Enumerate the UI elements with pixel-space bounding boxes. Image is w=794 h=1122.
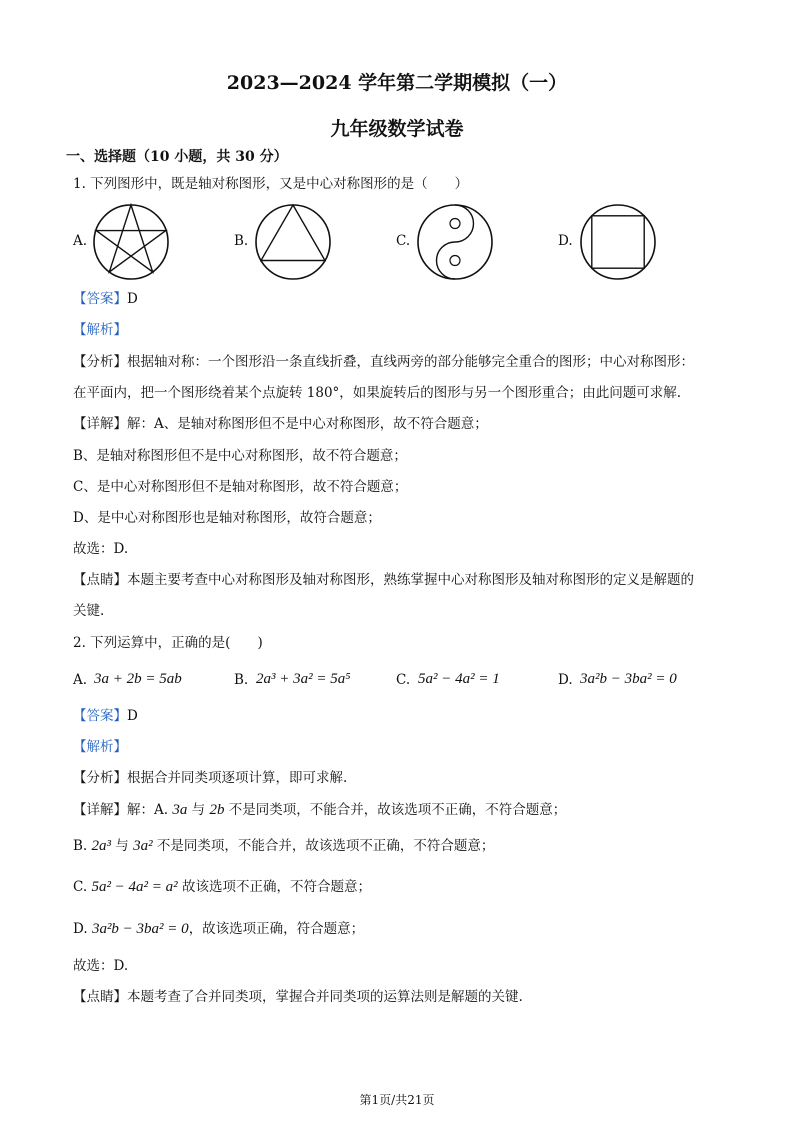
square-in-circle-icon	[579, 203, 657, 281]
q2-xiangjie-c	[73, 877, 371, 897]
triangle-in-circle-icon	[254, 203, 332, 281]
expr: 5a² − 4a² = a²	[91, 879, 178, 895]
q2-option-d-label: D.	[558, 672, 573, 688]
expr: 2a³	[91, 838, 112, 854]
q2-question: 2. 下列运算中，正确的是( )	[73, 635, 263, 651]
page-number: 第1页/共21页	[359, 1093, 435, 1107]
q1-dianjing-line2: 关键.	[73, 603, 105, 619]
c-prefix: C.	[73, 879, 92, 895]
explanation: 不是同类项，不能合并，故该选项不正确，不符合题意；	[224, 802, 567, 818]
fenxi-text: 根据合并同类项逐项计算，即可求解.	[127, 770, 348, 786]
expr: 3a²	[133, 838, 153, 854]
xiangjie-text: 解：A、是轴对称图形但不是中心对称图形，故不符合题意；	[127, 416, 488, 432]
q2-xiangjie-d	[73, 919, 364, 939]
expr: 3a	[172, 802, 188, 818]
explanation: ，故该选项正确，符合题意；	[188, 921, 365, 937]
answer-tag: 【答案】	[73, 291, 127, 307]
q1-dianjing-line1	[73, 570, 694, 590]
fenxi-tag: 【分析】	[73, 354, 127, 370]
expr: 3a²b − 3ba² = 0	[91, 921, 189, 937]
b-prefix: B.	[73, 838, 92, 854]
analysis-tag: 【解析】	[73, 739, 127, 755]
q1-choose: 故选：D.	[73, 541, 129, 557]
fenxi-tag: 【分析】	[73, 770, 127, 786]
d-prefix: D.	[73, 921, 92, 937]
q2-option-d-expr: 3a²b − 3ba² = 0	[580, 671, 677, 687]
dianjing-text: 本题主要考查中心对称图形及轴对称图形，熟练掌握中心对称图形及轴对称图形的定义是解题的	[127, 572, 694, 588]
exam-title: 2023—2024 学年第二学期模拟（一）	[226, 72, 568, 94]
q1-option-c-label: C.	[396, 233, 411, 249]
dianjing-tag: 【点睛】	[73, 572, 127, 588]
q2-fenxi	[73, 768, 347, 788]
dianjing-tag: 【点睛】	[73, 989, 127, 1005]
q1-line-d: D、是中心对称图形也是轴对称图形，故符合题意；	[73, 510, 381, 526]
q1-fenxi-line2: 在平面内，把一个图形绕着某个点旋转 180°，如果旋转后的图形与另一个图形重合；由此问题可求解.	[73, 385, 682, 401]
q1-answer	[73, 289, 138, 309]
q1-line-b: B、是轴对称图形但不是中心对称图形，故不符合题意；	[73, 448, 407, 464]
q2-dianjing	[73, 987, 523, 1007]
q2-option-a-label: A.	[73, 672, 88, 688]
q1-fenxi-line1	[73, 352, 694, 372]
answer-value: D	[127, 708, 138, 724]
xiangjie-tag: 【详解】	[73, 416, 127, 432]
connector: 与	[111, 838, 134, 854]
expr: 2b	[209, 802, 225, 818]
q2-choose: 故选：D.	[73, 958, 129, 974]
pentagram-in-circle-icon	[92, 203, 170, 281]
q2-answer	[73, 706, 138, 726]
q2-option-b-expr: 2a³ + 3a² = 5a⁵	[256, 671, 351, 687]
q1-line-c: C、是中心对称图形但不是轴对称图形，故不符合题意；	[73, 479, 408, 495]
q1-question: 1. 下列图形中，既是轴对称图形，又是中心对称图形的是（ ）	[73, 176, 469, 192]
q2-option-b-label: B.	[234, 672, 249, 688]
explanation: 故该选项不正确，不符合题意；	[177, 879, 371, 895]
q1-option-a-label: A.	[73, 233, 88, 249]
explanation: 不是同类项，不能合并，故该选项不正确，不符合题意；	[152, 838, 495, 854]
answer-value: D	[127, 291, 138, 307]
xiangjie-prefix: 解：A.	[127, 802, 173, 818]
yin-yang-icon	[416, 203, 494, 281]
answer-tag: 【答案】	[73, 708, 127, 724]
dianjing-text: 本题考查了合并同类项，掌握合并同类项的运算法则是解题的关键.	[127, 989, 523, 1005]
exam-subtitle: 九年级数学试卷	[330, 118, 464, 140]
q2-option-c-label: C.	[396, 672, 411, 688]
q1-xiangjie-line1	[73, 414, 488, 434]
xiangjie-tag: 【详解】	[73, 802, 127, 818]
q2-option-c-expr: 5a² − 4a² = 1	[418, 671, 500, 687]
q1-analysis-tag	[73, 320, 127, 340]
q1-option-d-label: D.	[558, 233, 573, 249]
fenxi-text: 根据轴对称：一个图形沿一条直线折叠，直线两旁的部分能够完全重合的图形；中心对称图形：	[127, 354, 694, 370]
connector: 与	[187, 802, 210, 818]
q2-analysis-tag	[73, 737, 127, 757]
q2-xiangjie-a	[73, 800, 566, 820]
q2-option-a-expr: 3a + 2b = 5ab	[94, 671, 182, 687]
q2-xiangjie-b	[73, 836, 494, 856]
q1-option-b-label: B.	[234, 233, 249, 249]
analysis-tag: 【解析】	[73, 322, 127, 338]
section-heading: 一、选择题（10 小题，共 30 分）	[66, 149, 288, 165]
